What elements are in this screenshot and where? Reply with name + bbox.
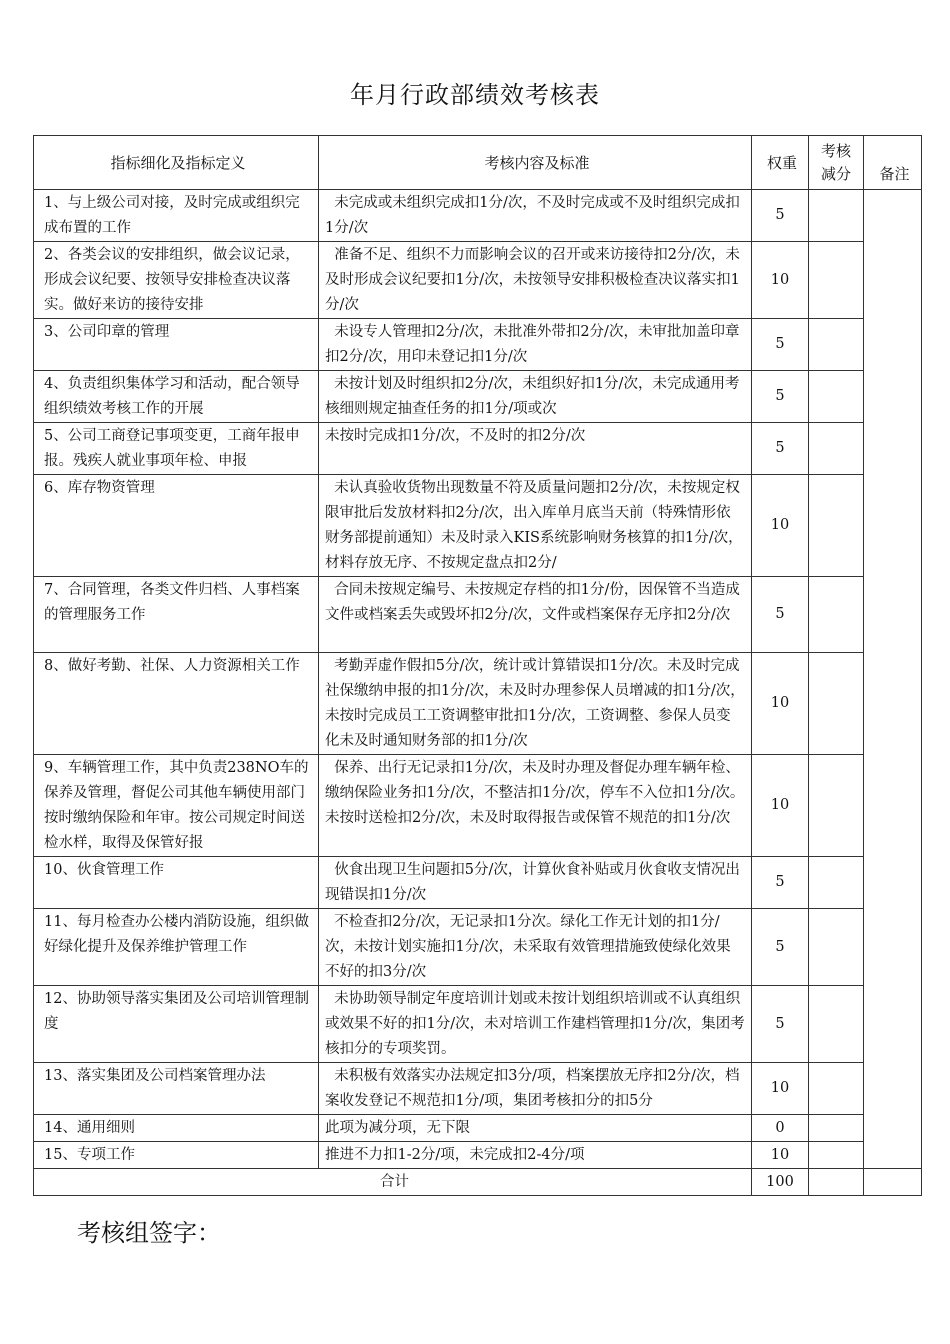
standard-cell: 考勤弄虚作假扣5分/次，统计或计算错误扣1分/次。未及时完成社保缴纳申报的扣1分/次，未及时办理参保人员增减的扣1分/次，未按时完成员工工资调整审批扣1分/次，工资调整、参保人员变化未及时通知财务部的扣1分/次: [319, 653, 752, 755]
indicator-cell: 5、公司工商登记事项变更，工商年报申报。残疾人就业事项年检、申报: [34, 423, 319, 475]
deduction-cell: [809, 423, 864, 475]
table-row: [34, 242, 922, 319]
total-deduction-cell: [809, 1169, 864, 1196]
remark-cell: [864, 190, 922, 1169]
assessment-table: [33, 135, 922, 1196]
weight-cell: 5: [752, 986, 809, 1063]
table-row: [34, 653, 922, 755]
table-row: [34, 577, 922, 653]
indicator-cell: 8、做好考勤、社保、人力资源相关工作: [34, 653, 319, 755]
total-label: 合计: [34, 1169, 752, 1196]
table-row: [34, 475, 922, 577]
standard-cell: 未设专人管理扣2分/次，未批准外带扣2分/次，未审批加盖印章扣2分/次，用印未登记扣1分/次: [319, 319, 752, 371]
table-row: [34, 190, 922, 242]
table-row: [34, 909, 922, 986]
weight-cell: 5: [752, 190, 809, 242]
indicator-cell: 7、合同管理，各类文件归档、人事档案的管理服务工作: [34, 577, 319, 653]
total-row: [34, 1169, 922, 1196]
header-deduction: 考核减分: [809, 136, 864, 190]
deduction-cell: [809, 1115, 864, 1142]
total-remark-cell: [864, 1169, 922, 1196]
standard-cell: 推进不力扣1-2分/项，未完成扣2-4分/项: [319, 1142, 752, 1169]
standard-cell: 合同未按规定编号、未按规定存档的扣1分/份，因保管不当造成文件或档案丢失或毁坏扣2分/次，文件或档案保存无序扣2分/次: [319, 577, 752, 653]
page-title: 年月行政部绩效考核表: [350, 81, 600, 109]
standard-cell: 未按时完成扣1分/次，不及时的扣2分/次: [319, 423, 752, 475]
standard-cell: 伙食出现卫生问题扣5分/次，计算伙食补贴或月伙食收支情况出现错误扣1分/次: [319, 857, 752, 909]
deduction-cell: [809, 371, 864, 423]
deduction-cell: [809, 986, 864, 1063]
weight-cell: 5: [752, 909, 809, 986]
indicator-cell: 2、各类会议的安排组织，做会议记录，形成会议纪要、按领导安排检查决议落实。做好来访的接待安排: [34, 242, 319, 319]
total-weight: 100: [752, 1169, 809, 1196]
weight-cell: 5: [752, 319, 809, 371]
indicator-cell: 9、车辆管理工作，其中负责238NO车的保养及管理，督促公司其他车辆使用部门按时缴纳保险和年审。按公司规定时间送检水样，取得及保管好报: [34, 755, 319, 857]
table-row: [34, 1142, 922, 1169]
weight-cell: 10: [752, 1063, 809, 1115]
deduction-cell: [809, 755, 864, 857]
deduction-cell: [809, 909, 864, 986]
indicator-cell: 6、库存物资管理: [34, 475, 319, 577]
indicator-cell: 1、与上级公司对接，及时完成或组织完成布置的工作: [34, 190, 319, 242]
signature-label: 考核组签字：: [77, 1219, 221, 1247]
table-row: [34, 986, 922, 1063]
weight-cell: 5: [752, 371, 809, 423]
weight-cell: 5: [752, 857, 809, 909]
deduction-cell: [809, 857, 864, 909]
deduction-cell: [809, 190, 864, 242]
deduction-cell: [809, 319, 864, 371]
weight-cell: 10: [752, 755, 809, 857]
deduction-cell: [809, 242, 864, 319]
standard-cell: 未完成或未组织完成扣1分/次，不及时完成或不及时组织完成扣1分/次: [319, 190, 752, 242]
header-standard: 考核内容及标准: [319, 136, 752, 190]
weight-cell: 5: [752, 577, 809, 653]
table-row: [34, 1115, 922, 1142]
indicator-cell: 15、专项工作: [34, 1142, 319, 1169]
indicator-cell: 10、伙食管理工作: [34, 857, 319, 909]
table-row: [34, 319, 922, 371]
weight-cell: 10: [752, 475, 809, 577]
deduction-cell: [809, 653, 864, 755]
table-row: [34, 371, 922, 423]
standard-cell: 保养、出行无记录扣1分/次，未及时办理及督促办理车辆年检、缴纳保险业务扣1分/次，不整洁扣1分/次，停车不入位扣1分/次。未按时送检扣2分/次，未及时取得报告或保管不规范的扣1分/次: [319, 755, 752, 857]
table-row: [34, 755, 922, 857]
table-row: [34, 1063, 922, 1115]
indicator-cell: 14、通用细则: [34, 1115, 319, 1142]
indicator-cell: 3、公司印章的管理: [34, 319, 319, 371]
deduction-cell: [809, 1142, 864, 1169]
header-weight: 权重: [752, 136, 809, 190]
standard-cell: 未按计划及时组织扣2分/次，未组织好扣1分/次，未完成通用考核细则规定抽查任务的扣1分/项或次: [319, 371, 752, 423]
header-remark: 备注: [864, 136, 922, 190]
standard-cell: 未协助领导制定年度培训计划或未按计划组织培训或不认真组织或效果不好的扣1分/次，未对培训工作建档管理扣1分/次，集团考核扣分的专项奖罚。: [319, 986, 752, 1063]
standard-cell: 此项为减分项，无下限: [319, 1115, 752, 1142]
weight-cell: 0: [752, 1115, 809, 1142]
standard-cell: 不检查扣2分/次，无记录扣1分次。绿化工作无计划的扣1分/次，未按计划实施扣1分/次，未采取有效管理措施致使绿化效果不好的扣3分/次: [319, 909, 752, 986]
indicator-cell: 4、负责组织集体学习和活动，配合领导组织绩效考核工作的开展: [34, 371, 319, 423]
table-row: [34, 423, 922, 475]
deduction-cell: [809, 577, 864, 653]
indicator-cell: 13、落实集团及公司档案管理办法: [34, 1063, 319, 1115]
deduction-cell: [809, 475, 864, 577]
standard-cell: 准备不足、组织不力而影响会议的召开或来访接待扣2分/次，未及时形成会议纪要扣1分/次，未按领导安排积极检查决议落实扣1分/次: [319, 242, 752, 319]
standard-cell: 未积极有效落实办法规定扣3分/项，档案摆放无序扣2分/次，档案收发登记不规范扣1分/项，集团考核扣分的扣5分: [319, 1063, 752, 1115]
weight-cell: 10: [752, 242, 809, 319]
weight-cell: 5: [752, 423, 809, 475]
weight-cell: 10: [752, 653, 809, 755]
table-body: [34, 190, 922, 1196]
table-row: [34, 857, 922, 909]
indicator-cell: 12、协助领导落实集团及公司培训管理制度: [34, 986, 319, 1063]
standard-cell: 未认真验收货物出现数量不符及质量问题扣2分/次，未按规定权限审批后发放材料扣2分/次，出入库单月底当天前（特殊情形依财务部提前通知）未及时录入KIS系统影响财务核算的扣1分/次，材料存放无序、不按规定盘点扣2分/: [319, 475, 752, 577]
deduction-cell: [809, 1063, 864, 1115]
indicator-cell: 11、每月检查办公楼内消防设施，组织做好绿化提升及保养维护管理工作: [34, 909, 319, 986]
header-indicator: 指标细化及指标定义: [34, 136, 319, 190]
weight-cell: 10: [752, 1142, 809, 1169]
